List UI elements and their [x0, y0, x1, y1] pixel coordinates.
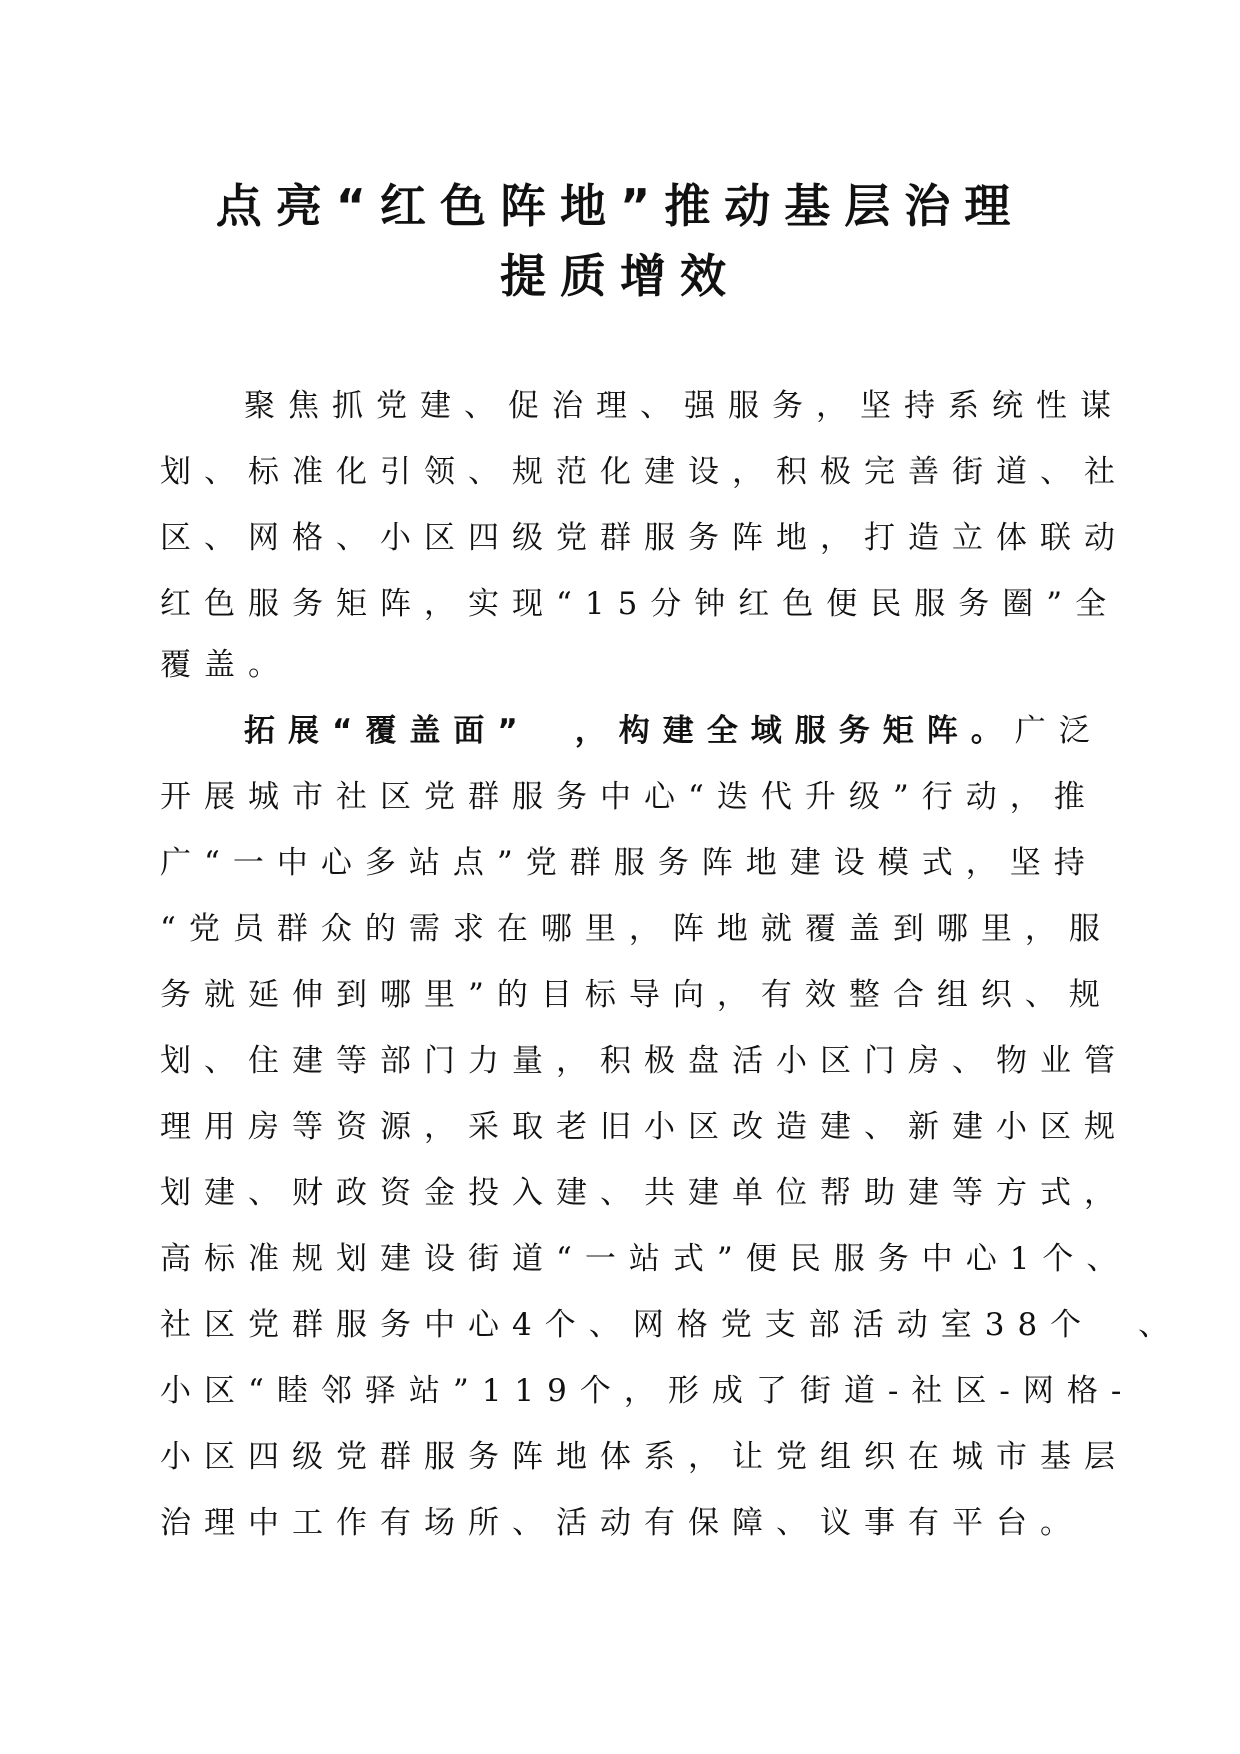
paragraph-2-line: 小区四级党群服务阵地体系，让党组织在城市基层	[160, 1439, 1128, 1475]
document-title-line-1: 点亮“红色阵地”推动基层治理	[215, 179, 1025, 233]
paragraph-2-line: 划、住建等部门力量，积极盘活小区门房、物业管	[160, 1043, 1128, 1079]
paragraph-2-line: 小区“睦邻驿站”119个，形成了街道-社区-网格-	[160, 1373, 1135, 1409]
paragraph-1-line: 覆盖。	[160, 647, 292, 683]
paragraph-2-line: 开展城市社区党群服务中心“迭代升级”行动，推	[160, 779, 1098, 815]
paragraph-2-line: 社区党群服务中心4个、网格党支部活动室38个 、	[160, 1307, 1183, 1343]
paragraph-2-line: 划建、财政资金投入建、共建单位帮助建等方式，	[160, 1175, 1128, 1211]
paragraph-2-line: 务就延伸到哪里”的目标导向，有效整合组织、规	[160, 977, 1113, 1013]
paragraph-2-heading: 拓展“覆盖面” ，构建全域服务矩阵。	[244, 713, 1015, 749]
document-title-line-2: 提质增效	[500, 249, 740, 303]
paragraph-2-line: 治理中工作有场所、活动有保障、议事有平台。	[160, 1505, 1084, 1541]
paragraph-2-line: 高标准规划建设街道“一站式”便民服务中心1个、	[160, 1241, 1131, 1277]
paragraph-1-line: 红色服务矩阵，实现“15分钟红色便民服务圈”全	[160, 586, 1120, 622]
paragraph-2-first-line-rest: 广泛	[1014, 713, 1103, 749]
paragraph-1-line: 区、网格、小区四级党群服务阵地，打造立体联动	[160, 520, 1128, 556]
paragraph-1-line: 聚焦抓党建、促治理、强服务，坚持系统性谋	[244, 388, 1124, 424]
paragraph-2-line: “党员群众的需求在哪里，阵地就覆盖到哪里，服	[160, 911, 1113, 947]
paragraph-2-line: 理用房等资源，采取老旧小区改造建、新建小区规	[160, 1109, 1128, 1145]
paragraph-1-line: 划、标准化引领、规范化建设，积极完善街道、社	[160, 454, 1128, 490]
paragraph-2-line: 广“一中心多站点”党群服务阵地建设模式，坚持	[160, 845, 1098, 881]
paragraph-2-first-line	[244, 698, 1103, 764]
